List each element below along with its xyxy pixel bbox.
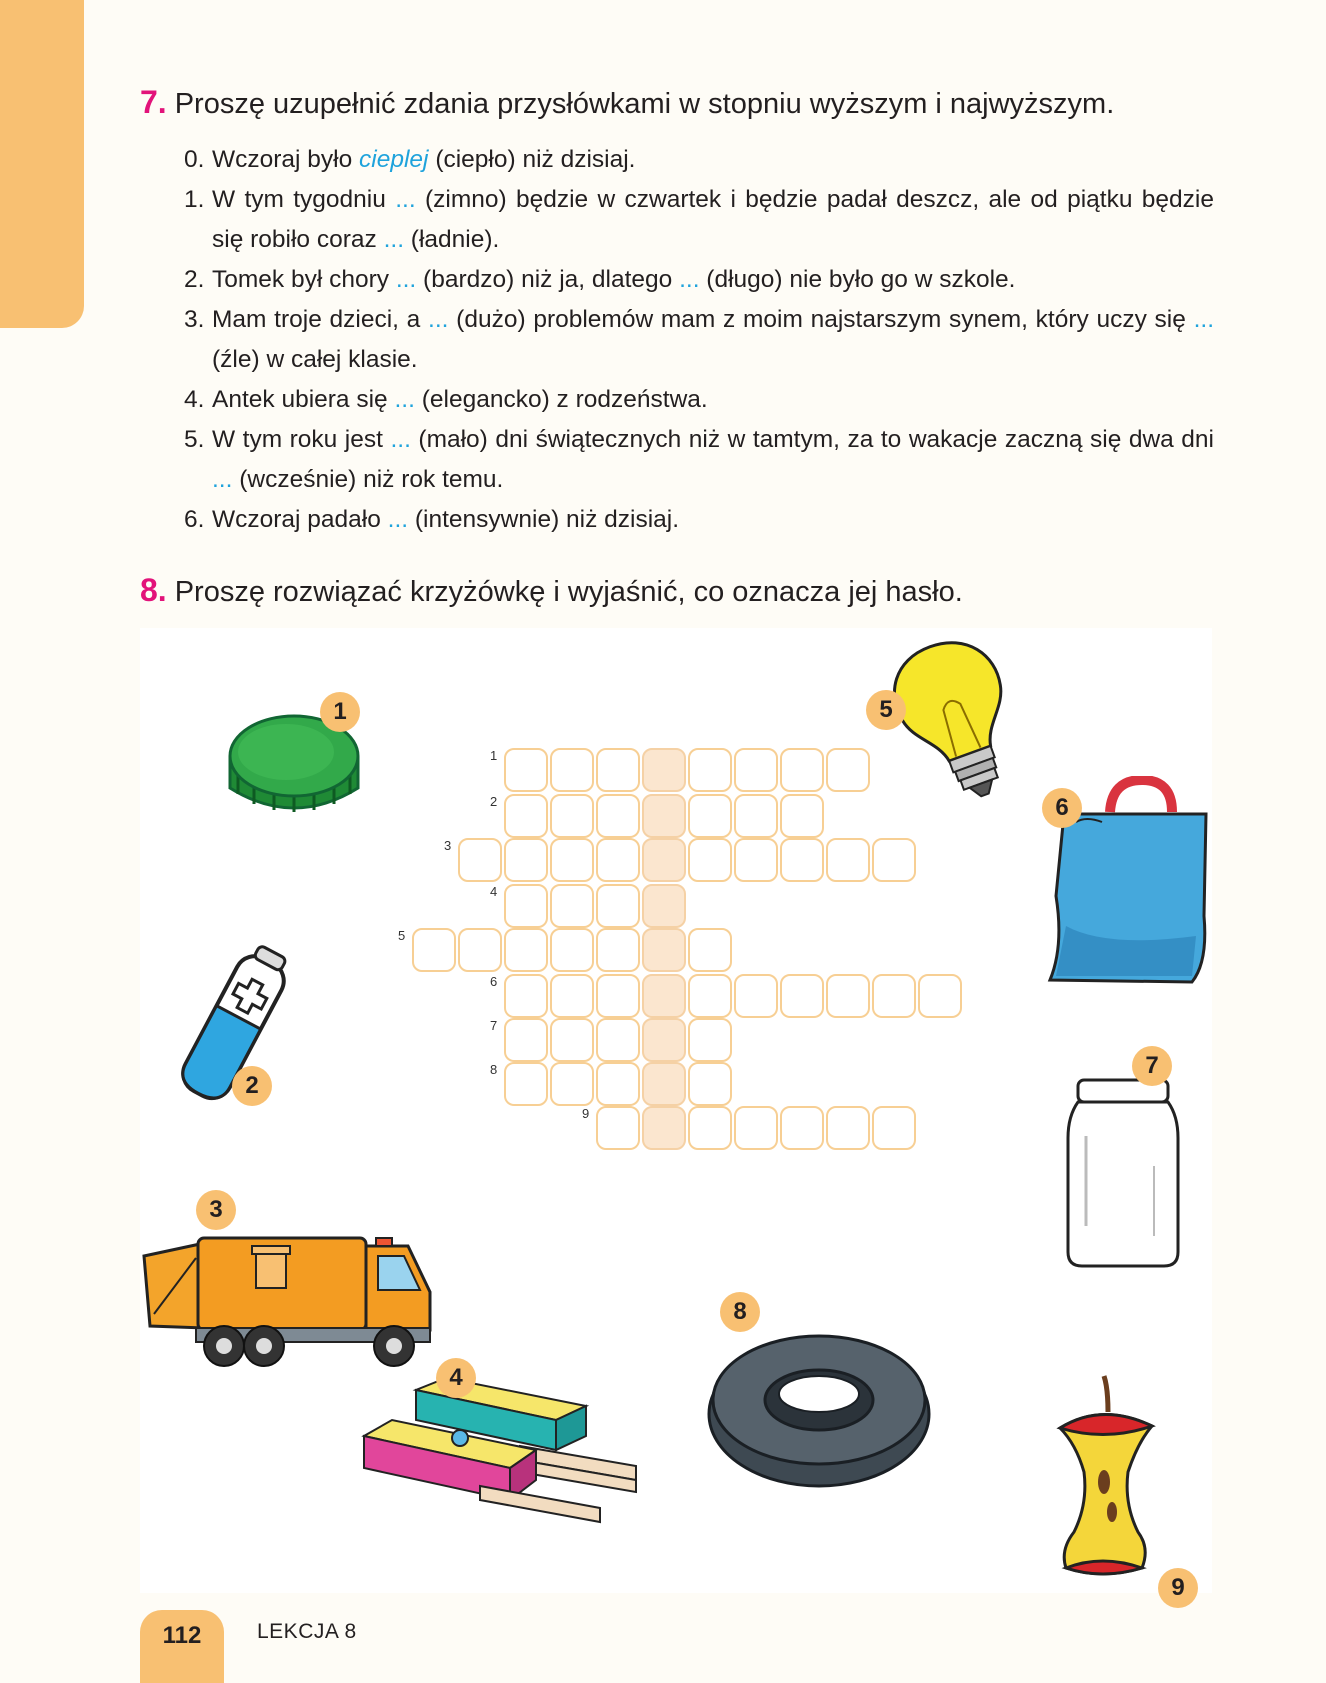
crossword-cell[interactable] <box>458 838 502 882</box>
crossword-row-number: 5 <box>398 928 406 943</box>
sentence-fragment: (wcześnie) niż rok temu. <box>232 466 504 493</box>
page-number: 112 <box>162 1622 202 1649</box>
crossword-key-cell[interactable] <box>642 928 686 972</box>
sentence-fragment: (ciepło) niż dzisiaj. <box>428 146 636 173</box>
crossword-cell[interactable] <box>734 748 778 792</box>
answer-blank[interactable]: ... <box>387 506 409 533</box>
side-tab <box>0 0 84 328</box>
sentence-text <box>212 380 1214 420</box>
answer-blank[interactable]: ... <box>212 466 233 493</box>
crossword-row-number: 1 <box>490 748 498 763</box>
sentence-text <box>212 500 1214 540</box>
answer-blank[interactable]: ... <box>395 266 417 293</box>
crossword-cell[interactable] <box>780 748 824 792</box>
crossword-cell[interactable] <box>596 794 640 838</box>
sentence-fragment: (intensywnie) niż dzisiaj. <box>408 506 680 533</box>
crossword-cell[interactable] <box>550 838 594 882</box>
crossword-cell[interactable] <box>504 838 548 882</box>
crossword-cell[interactable] <box>688 748 732 792</box>
sentence-fragment: Antek ubiera się <box>212 386 395 413</box>
crossword-cell[interactable] <box>688 1106 732 1150</box>
crossword-key-cell[interactable] <box>642 974 686 1018</box>
crossword-cell[interactable] <box>412 928 456 972</box>
crossword-key-cell[interactable] <box>642 1062 686 1106</box>
picture-number: 2 <box>232 1066 272 1106</box>
crossword-cell[interactable] <box>826 1106 870 1150</box>
crossword-cell[interactable] <box>550 748 594 792</box>
crossword-cell[interactable] <box>596 748 640 792</box>
picture-number: 9 <box>1158 1568 1198 1608</box>
answer-blank[interactable]: ... <box>1193 306 1215 333</box>
crossword-cell[interactable] <box>688 794 732 838</box>
crossword-cell[interactable] <box>872 838 916 882</box>
tire-picture <box>706 1318 932 1488</box>
crossword-cell[interactable] <box>780 838 824 882</box>
crossword-cell[interactable] <box>596 928 640 972</box>
sentence-text <box>212 180 1214 260</box>
sentence-number: 0. <box>184 146 205 173</box>
sentence-fragment: (dużo) problemów mam z moim najstarszym synem, który uczy się <box>448 306 1194 333</box>
glass-jar-picture <box>1064 1076 1182 1270</box>
crossword-cell[interactable] <box>504 884 548 928</box>
crossword-row-number: 9 <box>582 1106 590 1121</box>
exercise-7-instruction: Proszę uzupełnić zdania przysłówkami w stopniu wyższym i najwyższym. <box>174 88 1115 120</box>
crossword-cell[interactable] <box>780 974 824 1018</box>
crossword-cell[interactable] <box>734 1106 778 1150</box>
sentence-text <box>212 420 1214 500</box>
crossword-key-cell[interactable] <box>642 838 686 882</box>
crossword-cell[interactable] <box>596 1018 640 1062</box>
picture-number: 8 <box>720 1292 760 1332</box>
sentence-fragment: (zimno) będzie w czwartek i będzie padał deszcz, ale od piątku będzie się robiło coraz <box>212 186 1214 253</box>
gum-packs-picture <box>360 1376 650 1526</box>
crossword-cell[interactable] <box>504 974 548 1018</box>
crossword-cell[interactable] <box>596 1106 640 1150</box>
crossword-cell[interactable] <box>872 974 916 1018</box>
picture-number: 4 <box>436 1358 476 1398</box>
crossword-cell[interactable] <box>688 974 732 1018</box>
crossword-cell[interactable] <box>458 928 502 972</box>
crossword-cell[interactable] <box>826 974 870 1018</box>
sentence-fragment: W tym tygodniu <box>212 186 396 213</box>
sentence-number: 6. <box>184 506 205 533</box>
picture-number: 1 <box>320 692 360 732</box>
answer-blank[interactable]: ... <box>679 266 700 293</box>
picture-number: 6 <box>1042 788 1082 828</box>
crossword-cell[interactable] <box>504 794 548 838</box>
exercise-7-title <box>140 84 1114 122</box>
crossword-cell[interactable] <box>826 748 870 792</box>
answer-blank[interactable]: ... <box>395 186 416 213</box>
exercise-8-instruction: Proszę rozwiązać krzyżówkę i wyjaśnić, co oznacza jej hasło. <box>174 576 963 608</box>
crossword-cell[interactable] <box>550 794 594 838</box>
sentence-number: 2. <box>184 266 205 293</box>
crossword-cell[interactable] <box>550 928 594 972</box>
crossword-cell[interactable] <box>596 838 640 882</box>
crossword-row-number: 4 <box>490 884 498 899</box>
crossword-key-cell[interactable] <box>642 1106 686 1150</box>
sentence-text <box>212 260 1214 300</box>
crossword-cell[interactable] <box>504 928 548 972</box>
sentence-item <box>184 140 1214 180</box>
exercise-8-number: 8. <box>140 572 167 608</box>
crossword-row-number: 2 <box>490 794 498 809</box>
sentence-fragment: (źle) w całej klasie. <box>212 346 418 373</box>
crossword-row-number: 3 <box>444 838 452 853</box>
sentence-fragment: (mało) dni świątecznych niż w tamtym, za to wakacje zaczną się dwa dni <box>410 426 1214 453</box>
sentence-number: 4. <box>184 386 205 413</box>
example-answer: cieplej <box>359 146 429 173</box>
crossword-row-number: 8 <box>490 1062 498 1077</box>
garbage-truck-picture <box>140 1216 440 1368</box>
crossword-scene <box>140 628 1212 1601</box>
sentence-item <box>184 260 1214 300</box>
answer-blank[interactable]: ... <box>383 226 404 253</box>
crossword-row-number: 6 <box>490 974 498 989</box>
crossword-cell[interactable] <box>550 1062 594 1106</box>
sentence-item <box>184 180 1214 260</box>
crossword-cell[interactable] <box>688 1062 732 1106</box>
sentence-text <box>212 300 1214 380</box>
sentence-item <box>184 420 1214 500</box>
crossword-key-cell[interactable] <box>642 794 686 838</box>
apple-core-picture <box>1046 1372 1166 1582</box>
sentence-item <box>184 380 1214 420</box>
sentence-fragment: Mam troje dzieci, a <box>212 306 429 333</box>
crossword-key-cell[interactable] <box>642 1018 686 1062</box>
picture-number: 3 <box>196 1190 236 1230</box>
crossword-cell[interactable] <box>596 884 640 928</box>
answer-blank[interactable]: ... <box>394 386 415 413</box>
sentence-number: 5. <box>184 426 205 453</box>
crossword-cell[interactable] <box>780 1106 824 1150</box>
sentence-fragment: (elegancko) z rodzeństwa. <box>414 386 708 413</box>
sentence-item <box>184 300 1214 380</box>
sentence-fragment: (długo) nie było go w szkole. <box>699 266 1016 293</box>
crossword-cell[interactable] <box>550 1018 594 1062</box>
crossword-cell[interactable] <box>734 838 778 882</box>
exercise-7-items <box>184 140 1214 540</box>
crossword-row-number: 7 <box>490 1018 498 1033</box>
sentence-fragment: Tomek był chory <box>212 266 396 293</box>
crossword-cell[interactable] <box>596 1062 640 1106</box>
sentence-fragment: Wczoraj padało <box>212 506 388 533</box>
exercise-8-title <box>140 572 963 610</box>
crossword-cell[interactable] <box>504 1062 548 1106</box>
sentence-number: 3. <box>184 306 205 333</box>
crossword-cell[interactable] <box>918 974 962 1018</box>
crossword-key-cell[interactable] <box>642 748 686 792</box>
crossword-cell[interactable] <box>780 794 824 838</box>
crossword-cell[interactable] <box>550 974 594 1018</box>
sentence-fragment: (bardzo) niż ja, dlatego <box>416 266 680 293</box>
answer-blank[interactable]: ... <box>390 426 411 453</box>
light-bulb-picture <box>892 636 1022 806</box>
sentence-fragment: (ładnie). <box>404 226 500 253</box>
crossword-cell[interactable] <box>734 974 778 1018</box>
sentence-item <box>184 500 1214 540</box>
exercise-7-number: 7. <box>140 84 167 120</box>
crossword-cell[interactable] <box>872 1106 916 1150</box>
crossword-cell[interactable] <box>734 794 778 838</box>
crossword-cell[interactable] <box>504 1018 548 1062</box>
answer-blank[interactable]: ... <box>428 306 449 333</box>
crossword-cell[interactable] <box>504 748 548 792</box>
crossword-key-cell[interactable] <box>642 884 686 928</box>
crossword-cell[interactable] <box>596 974 640 1018</box>
crossword-cell[interactable] <box>688 928 732 972</box>
crossword-cell[interactable] <box>688 1018 732 1062</box>
page-number-tab <box>140 1610 224 1683</box>
crossword-cell[interactable] <box>826 838 870 882</box>
sentence-fragment: Wczoraj było <box>212 146 360 173</box>
sentence-fragment: W tym roku jest <box>212 426 391 453</box>
lesson-label: LEKCJA 8 <box>257 1620 357 1643</box>
sentence-number: 1. <box>184 186 205 213</box>
picture-number: 7 <box>1132 1046 1172 1086</box>
crossword-cell[interactable] <box>550 884 594 928</box>
picture-number: 5 <box>866 690 906 730</box>
sentence-text <box>212 140 1214 180</box>
crossword-cell[interactable] <box>688 838 732 882</box>
